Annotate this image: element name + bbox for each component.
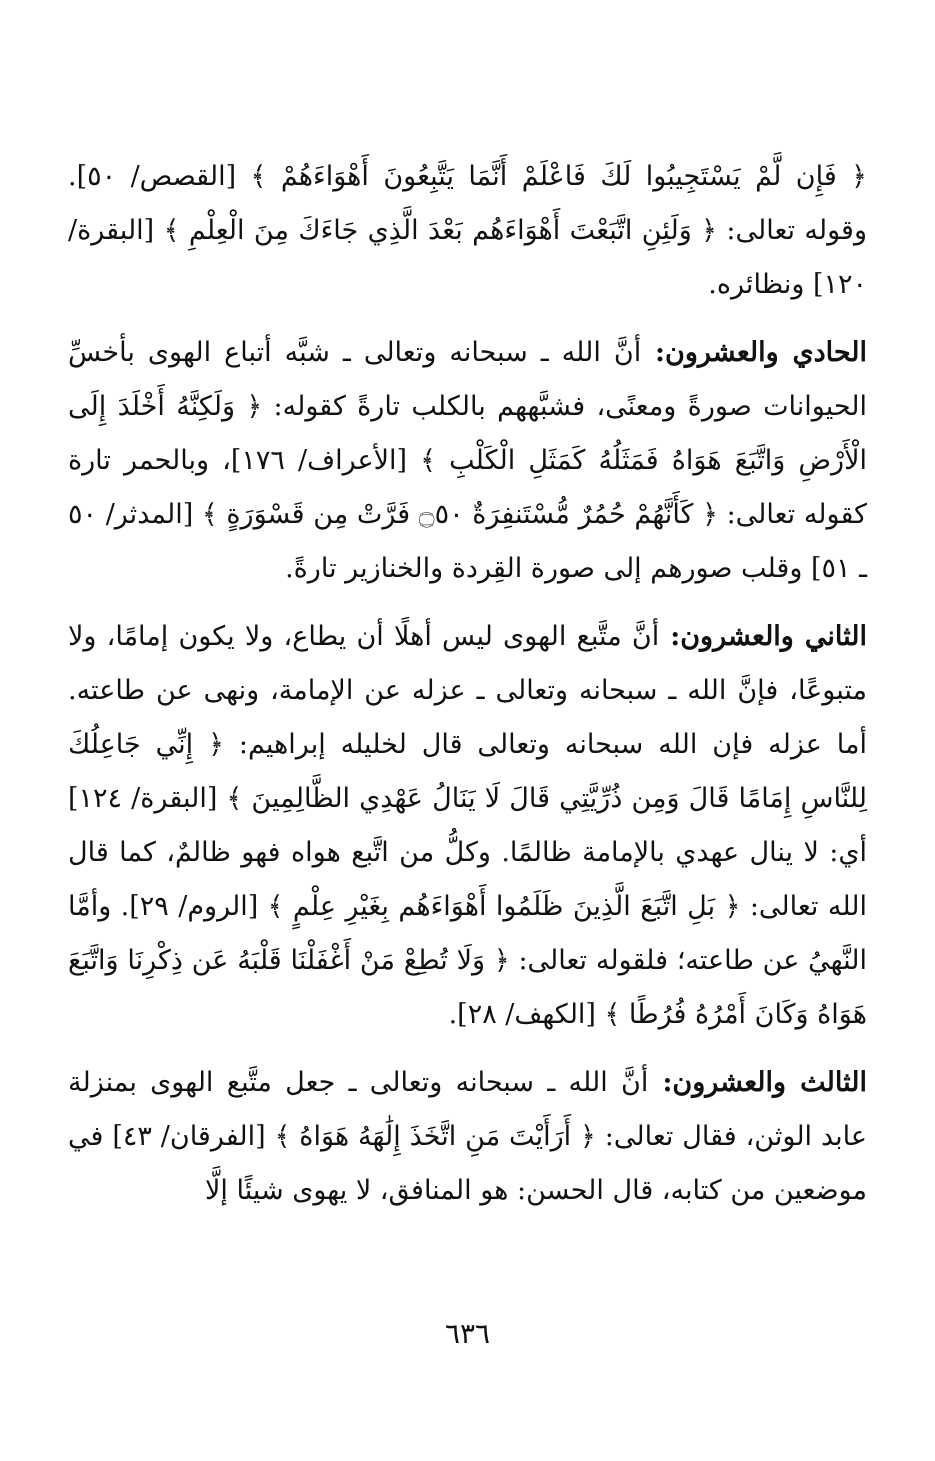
- paragraph-heading: الثاني والعشرون:: [659, 621, 867, 652]
- paragraph-heading: الحادي والعشرون:: [641, 337, 868, 368]
- page-body: [68, 150, 867, 1218]
- paragraph-text: أنَّ متَّبع الهوى ليس أهلًا أن يطاع، ولا يكون إمامًا، ولا متبوعًا، فإنَّ الله ـ سبحانه وتعالى ـ عزله عن الإمامة، ونهى عن طاعته. أما عزله فإن الله سبحانه وتعالى قال لخليله إبراهيم: ﴿ إِنِّي جَاعِلُكَ لِلنَّاسِ إِمَامًا قَالَ وَمِن ذُرِّيَّتِي قَالَ لَا يَنَالُ عَهْدِي الظَّالِمِينَ ﴾ [البقرة/ ١٢٤] أي: لا ينال عهدي بالإمامة ظالمًا. وكلُّ من اتَّبع هواه فهو ظالمٌ، كما قال الله تعالى: ﴿ بَلِ اتَّبَعَ الَّذِينَ ظَلَمُوا أَهْوَاءَهُم بِغَيْرِ عِلْمٍ ﴾ [الروم/ ٢٩]. وأمَّا النَّهيُ عن طاعته؛ فلقوله تعالى: ﴿ وَلَا تُطِعْ مَنْ أَغْفَلْنَا قَلْبَهُ عَن ذِكْرِنَا وَاتَّبَعَ هَوَاهُ وَكَانَ أَمْرُهُ فُرُطًا ﴾ [الكهف/ ٢٨].: [68, 621, 867, 1030]
- paragraph-heading: الثالث والعشرون:: [648, 1067, 868, 1098]
- paragraph-21: [68, 326, 867, 596]
- page-number: ٦٣٦: [444, 1317, 491, 1350]
- paragraph-text: أنَّ الله ـ سبحانه وتعالى ـ شبَّه أتباع الهوى بأخسِّ الحيوانات صورةً ومعنًى، فشبَّههم بالكلب تارةً كقوله: ﴿ وَلَكِنَّهُ أَخْلَدَ إِلَى الْأَرْضِ وَاتَّبَعَ هَوَاهُ فَمَثَلُهُ كَمَثَلِ الْكَلْبِ ﴾ [الأعراف/ ١٧٦]، وبالحمر تارة كقوله تعالى: ﴿ كَأَنَّهُمْ حُمُرٌ مُّسْتَنفِرَةٌ ۝٥٠ فَرَّتْ مِن قَسْوَرَةٍ ﴾ [المدثر/ ٥٠ ـ ٥١] وقلب صورهم إلى صورة القِردة والخنازير تارةً.: [68, 337, 867, 584]
- paragraph-1: [68, 150, 867, 312]
- paragraph-22: [68, 610, 867, 1042]
- paragraph-text: أنَّ الله ـ سبحانه وتعالى ـ جعل متَّبع الهوى بمنزلة عابد الوثن، فقال تعالى: ﴿ أَرَأَيْتَ مَنِ اتَّخَذَ إِلَٰهَهُ هَوَاهُ ﴾ [الفرقان/ ٤٣] في موضعين من كتابه، قال الحسن: هو المنافق، لا يهوى شيئًا إلَّا: [68, 1067, 867, 1206]
- paragraph-text: ﴿ فَإِن لَّمْ يَسْتَجِيبُوا لَكَ فَاعْلَمْ أَنَّمَا يَتَّبِعُونَ أَهْوَاءَهُمْ ﴾ [القصص/ ٥٠]. وقوله تعالى: ﴿ وَلَئِنِ اتَّبَعْتَ أَهْوَاءَهُم بَعْدَ الَّذِي جَاءَكَ مِنَ الْعِلْمِ ﴾ [البقرة/ ١٢٠] ونظائره.: [68, 161, 867, 300]
- paragraph-23: [68, 1056, 867, 1218]
